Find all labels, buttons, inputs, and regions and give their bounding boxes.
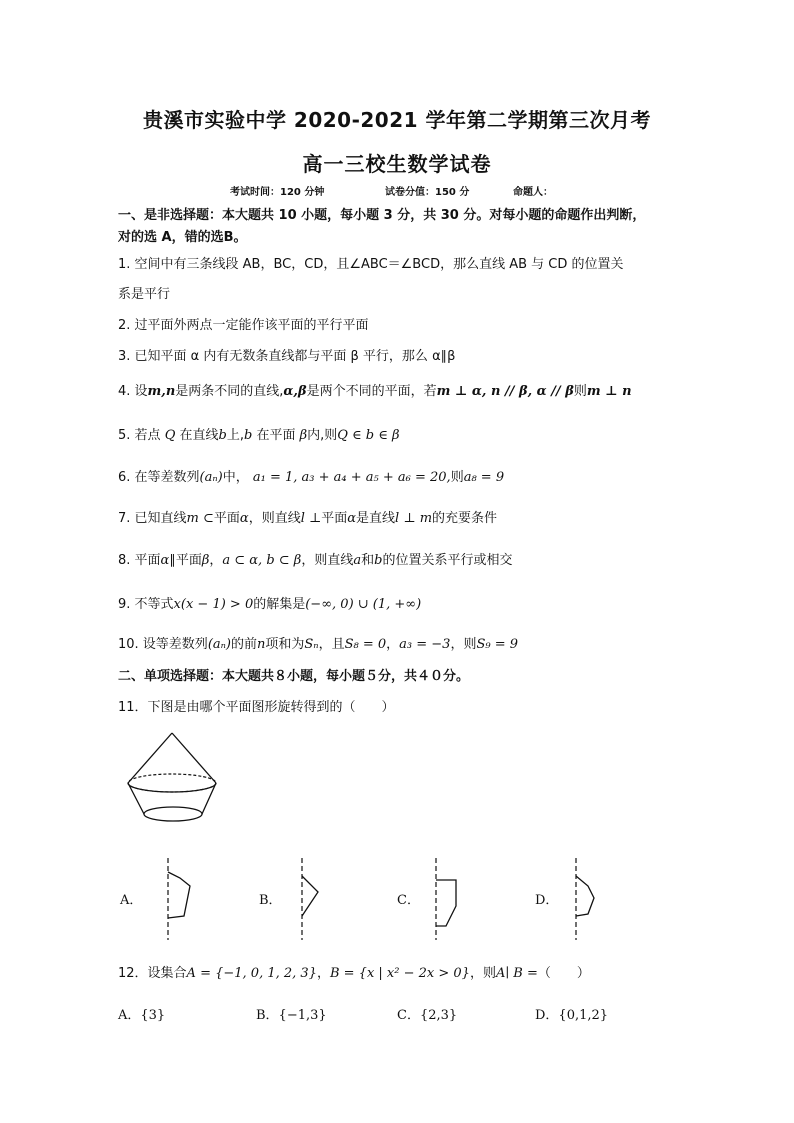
q12-option-d[interactable]: D．{0,1,2} <box>535 1008 609 1023</box>
exam-author: 命题人： <box>513 187 553 198</box>
exam-score: 试卷分值：150 分 <box>385 187 470 198</box>
exam-time: 考试时间：120 分钟 <box>230 187 325 198</box>
question-10: 10. 设等差数列(aₙ)的前n项和为Sₙ，且S₈ = 0，a₃ = −3，则S₉ = 9 <box>118 637 519 652</box>
question-3: 3. 已知平面 α 内有无数条直线都与平面 β 平行，那么 α∥β <box>118 349 456 364</box>
question-6: 6. 在等差数列(aₙ)中， a₁ = 1, a₃ + a₄ + a₅ + a₆ = 20,则a₈ = 9 <box>118 470 505 485</box>
q11-option-d[interactable]: D． <box>535 893 559 908</box>
solid-of-revolution-figure <box>126 730 226 825</box>
section-2-heading: 二、单项选择题：本大题共８小题，每小题５分，共４０分。 <box>118 669 470 684</box>
q11-option-a[interactable]: A． <box>120 893 143 908</box>
question-4: 4. 设m,n是两条不同的直线,α,β是两个不同的平面，若m ⊥ α, n // β, α // β则m ⊥ n <box>118 384 632 399</box>
q12-option-c[interactable]: C．{2,3} <box>397 1008 458 1023</box>
question-1-cont: 系是平行 <box>118 287 171 302</box>
q12-option-a[interactable]: A．{3} <box>118 1008 166 1023</box>
section-1-heading: 一、是非选择题：本大题共 10 小题，每小题 3 分，共 30 分。对每小题的命题作出判断， <box>118 208 646 223</box>
question-7: 7. 已知直线m ⊂平面α，则直线l ⊥平面α是直线l ⊥ m的充要条件 <box>118 511 498 526</box>
q12-option-b[interactable]: B．{−1,3} <box>256 1008 327 1023</box>
q11-option-c[interactable]: C． <box>397 893 420 908</box>
question-1: 1. 空间中有三条线段 AB，BC，CD，且∠ABC＝∠BCD，那么直线 AB 与 CD 的位置关 <box>118 257 624 272</box>
q11-option-b[interactable]: B． <box>259 893 282 908</box>
question-9: 9. 不等式x(x − 1) > 0的解集是(−∞, 0) ∪ (1, +∞) <box>118 597 422 612</box>
question-11: 11．下图是由哪个平面图形旋转得到的（ ） <box>118 700 395 715</box>
question-5: 5. 若点 Q 在直线b上,b 在平面 β内,则Q ∈ b ∈ β <box>118 428 400 443</box>
q11-figure-b <box>294 856 334 942</box>
question-2: 2. 过平面外两点一定能作该平面的平行平面 <box>118 318 369 333</box>
question-12: 12．设集合A = {−1, 0, 1, 2, 3}，B = {x | x² − 2x > 0}，则A∣ B =（ ） <box>118 966 590 981</box>
exam-title: 贵溪市实验中学 2020-2021 学年第二学期第三次月考 <box>142 108 652 132</box>
exam-subtitle: 高一三校生数学试卷 <box>302 152 492 176</box>
section-1-heading-cont: 对的选 A，错的选B。 <box>118 230 247 245</box>
q11-figure-a <box>160 856 200 942</box>
question-8: 8. 平面α∥平面β，a ⊂ α, b ⊂ β，则直线a和b的位置关系平行或相交 <box>118 553 513 568</box>
q11-figure-c <box>430 856 470 942</box>
q11-figure-d <box>570 856 610 942</box>
